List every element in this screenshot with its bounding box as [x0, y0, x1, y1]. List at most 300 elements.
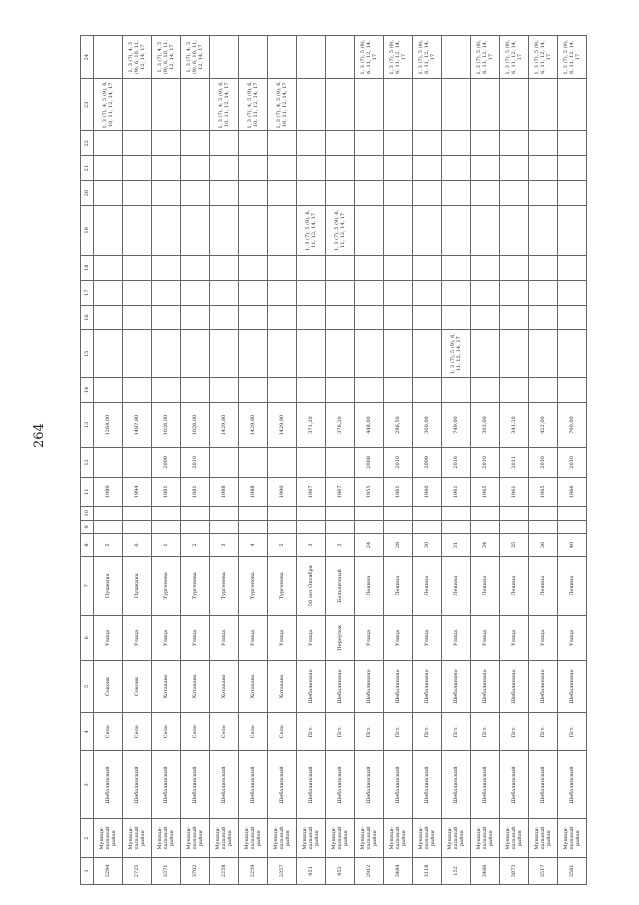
table-cell: Хотахаво: [181, 660, 210, 712]
table-cell: [268, 156, 297, 181]
table-cell: [442, 305, 471, 330]
table-cell: Село: [181, 712, 210, 750]
table-cell: Пушкина: [94, 556, 123, 615]
table-cell: 4: [239, 534, 268, 557]
table-cell: [326, 79, 355, 131]
column-header: 12: [81, 448, 94, 477]
table-cell: [500, 206, 529, 256]
table-cell: Ленина: [471, 556, 500, 615]
table-cell: [355, 79, 384, 131]
table-cell: 700,00: [558, 402, 587, 447]
table-cell: [239, 206, 268, 256]
table-cell: Тургенева: [268, 556, 297, 615]
table-cell: [471, 181, 500, 206]
table-cell: [123, 255, 152, 280]
table-cell: 2010: [384, 448, 413, 477]
table-cell: [123, 79, 152, 131]
table-cell: [210, 378, 239, 403]
table-cell: [210, 330, 239, 378]
table-cell: Больничный: [326, 556, 355, 615]
table-cell: [297, 131, 326, 156]
table-cell: [123, 206, 152, 256]
table-cell: [152, 131, 181, 156]
table-cell: [181, 156, 210, 181]
table-cell: [413, 280, 442, 305]
table-cell: 2259: [239, 857, 268, 884]
table-cell: 1988: [239, 477, 268, 506]
table-cell: [326, 330, 355, 378]
column-header: 24: [81, 36, 94, 79]
table-cell: 1961: [500, 477, 529, 506]
table-cell: Улица: [123, 615, 152, 660]
table-cell: [442, 378, 471, 403]
table-cell: [181, 79, 210, 131]
table-cell: 2010: [529, 448, 558, 477]
table-cell: Муници-пальный район: [239, 819, 268, 857]
table-cell: [384, 378, 413, 403]
table-cell: Село: [94, 712, 123, 750]
table-cell: Хотахаво: [268, 660, 297, 712]
table-cell: [355, 156, 384, 181]
table-cell: [297, 507, 326, 521]
column-header: 13: [81, 402, 94, 447]
table-cell: [152, 507, 181, 521]
table-cell: [239, 378, 268, 403]
table-cell: 1264,00: [94, 402, 123, 447]
table-cell: [123, 156, 152, 181]
table-cell: 1961: [384, 477, 413, 506]
column-header: 16: [81, 305, 94, 330]
table-cell: [152, 181, 181, 206]
table-cell: Улица: [297, 615, 326, 660]
table-cell: 1, 3 (7), 4, 5 (9), 6, 10, 11, 12, 14, 17: [181, 36, 210, 79]
table-cell: Шебалинино: [413, 660, 442, 712]
table-cell: [210, 181, 239, 206]
table-cell: [94, 520, 123, 534]
table-cell: [268, 305, 297, 330]
table-cell: [181, 520, 210, 534]
table-cell: 2725: [123, 857, 152, 884]
table-cell: Шебалинский: [500, 751, 529, 819]
table-cell: 2016: [442, 448, 471, 477]
table-cell: [210, 305, 239, 330]
table-cell: [94, 507, 123, 521]
table-cell: Улица: [355, 615, 384, 660]
table-cell: [326, 156, 355, 181]
table-cell: [413, 520, 442, 534]
table-cell: [326, 280, 355, 305]
table-cell: 2258: [210, 857, 239, 884]
table-cell: [123, 305, 152, 330]
table-cell: 1, 3 (7), 4, 5 (9), 6, 10, 11, 12, 14, 17: [123, 36, 152, 79]
table-row: [471, 36, 500, 885]
table-cell: [558, 131, 587, 156]
column-header: 3: [81, 751, 94, 819]
table-cell: [471, 305, 500, 330]
table-cell: 1955: [355, 477, 384, 506]
table-cell: [210, 507, 239, 521]
table-cell: 2912: [355, 857, 384, 884]
table-cell: [123, 181, 152, 206]
table-cell: Улица: [471, 615, 500, 660]
table-row: [326, 36, 355, 885]
table-row: [239, 36, 268, 885]
table-row: [355, 36, 384, 885]
table-row: [94, 36, 123, 885]
table-cell: [384, 79, 413, 131]
table-cell: 1, 3 (7), 4, 5 (9), 6, 10, 11, 12, 14, 17: [239, 79, 268, 131]
table-cell: Пушкина: [123, 556, 152, 615]
table-cell: [94, 131, 123, 156]
table-cell: [210, 448, 239, 477]
table-cell: [355, 507, 384, 521]
table-cell: Пгт.: [471, 712, 500, 750]
table-cell: [558, 280, 587, 305]
table-cell: Улица: [442, 615, 471, 660]
table-cell: [529, 79, 558, 131]
table-cell: 2011: [500, 448, 529, 477]
table-cell: [326, 181, 355, 206]
table-cell: [384, 156, 413, 181]
table-cell: [500, 131, 529, 156]
table-cell: [355, 280, 384, 305]
table-cell: [123, 448, 152, 477]
page-number: 264: [32, 423, 47, 448]
table-cell: [529, 280, 558, 305]
column-header: 2: [81, 819, 94, 857]
table-cell: 1989: [94, 477, 123, 506]
table-cell: 152: [442, 857, 471, 884]
table-cell: [442, 255, 471, 280]
table-cell: [297, 36, 326, 79]
table-cell: [239, 507, 268, 521]
table-cell: [210, 520, 239, 534]
table-cell: [123, 520, 152, 534]
table-cell: [355, 255, 384, 280]
table-cell: [558, 507, 587, 521]
table-cell: Пгт.: [500, 712, 529, 750]
table-cell: 1, 3 (7), 5 (9), 6, 11, 12, 14, 17: [326, 206, 355, 256]
table-cell: [210, 280, 239, 305]
table-cell: 2: [181, 534, 210, 557]
table-cell: 3702: [181, 857, 210, 884]
table-cell: 36: [529, 534, 558, 557]
table-cell: Шебалинский: [355, 751, 384, 819]
table-cell: [471, 156, 500, 181]
table-cell: Улица: [239, 615, 268, 660]
table-cell: [152, 520, 181, 534]
table-cell: 3118: [413, 857, 442, 884]
table-cell: [471, 330, 500, 378]
table-cell: Шебалинский: [471, 751, 500, 819]
table-cell: [152, 305, 181, 330]
table-cell: Муници-пальный район: [355, 819, 384, 857]
table-cell: Сокояк: [94, 660, 123, 712]
table-cell: [413, 330, 442, 378]
table-cell: [355, 305, 384, 330]
table-cell: 3484: [384, 857, 413, 884]
table-cell: [152, 330, 181, 378]
table-cell: 3486: [471, 857, 500, 884]
column-header: 4: [81, 712, 94, 750]
table-cell: [181, 131, 210, 156]
table-cell: Шебалинский: [442, 751, 471, 819]
table-cell: Шебалинский: [152, 751, 181, 819]
table-cell: [181, 280, 210, 305]
table-cell: 2010: [558, 448, 587, 477]
table-cell: Муници-пальный район: [471, 819, 500, 857]
table-cell: [239, 280, 268, 305]
table-cell: [297, 156, 326, 181]
table-cell: [355, 520, 384, 534]
table-cell: [297, 181, 326, 206]
table-cell: [239, 255, 268, 280]
table-cell: 24: [355, 534, 384, 557]
table-cell: [181, 181, 210, 206]
column-header: 18: [81, 255, 94, 280]
table-cell: 1960: [413, 477, 442, 506]
table-cell: [442, 206, 471, 256]
table-cell: Шебалинино: [500, 660, 529, 712]
table-cell: Муници-пальный район: [413, 819, 442, 857]
table-cell: 3: [326, 534, 355, 557]
table-cell: 1026,00: [152, 402, 181, 447]
table-cell: Шебалинино: [442, 660, 471, 712]
table-cell: [442, 507, 471, 521]
table-cell: [500, 520, 529, 534]
table-row: [413, 36, 442, 885]
table-cell: 1429,80: [239, 402, 268, 447]
table-cell: 50 лет Октября: [297, 556, 326, 615]
column-header: 5: [81, 660, 94, 712]
table-cell: Пгт.: [442, 712, 471, 750]
table-cell: [355, 206, 384, 256]
table-cell: Шебалинино: [558, 660, 587, 712]
table-cell: 1, 3 (7), 5 (9), 6, 11, 12, 14, 17: [558, 36, 587, 79]
table-cell: Муници-пальный район: [94, 819, 123, 857]
table-cell: Тургенева: [239, 556, 268, 615]
table-cell: [181, 305, 210, 330]
column-header: 21: [81, 156, 94, 181]
table-cell: Шебалинский: [94, 751, 123, 819]
table-cell: [210, 255, 239, 280]
table-cell: [471, 507, 500, 521]
table-cell: Пгт.: [413, 712, 442, 750]
table-cell: [123, 507, 152, 521]
column-header: 8: [81, 534, 94, 557]
table-cell: [529, 520, 558, 534]
table-cell: [94, 36, 123, 79]
table-cell: [152, 79, 181, 131]
table-cell: [558, 330, 587, 378]
table-cell: 1981: [152, 477, 181, 506]
table-cell: Ленина: [558, 556, 587, 615]
table-cell: Шебалинино: [355, 660, 384, 712]
table-cell: 34: [471, 534, 500, 557]
table-cell: [471, 280, 500, 305]
table-cell: [152, 206, 181, 256]
table-cell: [268, 378, 297, 403]
table-cell: Улица: [210, 615, 239, 660]
table-cell: [152, 280, 181, 305]
table-cell: [355, 330, 384, 378]
table-row: [210, 36, 239, 885]
table-cell: Ленина: [500, 556, 529, 615]
table-cell: [500, 507, 529, 521]
column-header: 9: [81, 520, 94, 534]
table-cell: [268, 520, 297, 534]
table-cell: 3581: [558, 857, 587, 884]
table-cell: Шебалинино: [297, 660, 326, 712]
table-cell: [529, 330, 558, 378]
table-cell: Хотахаво: [210, 660, 239, 712]
table-cell: 6: [123, 534, 152, 557]
table-cell: [123, 330, 152, 378]
table-cell: [471, 206, 500, 256]
table-cell: [471, 378, 500, 403]
table-cell: [239, 181, 268, 206]
table-cell: [181, 206, 210, 256]
table-cell: 749,00: [442, 402, 471, 447]
table-cell: 448,00: [355, 402, 384, 447]
table-cell: [94, 448, 123, 477]
table-cell: 376,20: [326, 402, 355, 447]
table-cell: Шебалинский: [268, 751, 297, 819]
table-cell: Ленина: [384, 556, 413, 615]
table-cell: [413, 181, 442, 206]
table-cell: [297, 255, 326, 280]
table-cell: Улица: [181, 615, 210, 660]
table-cell: [297, 448, 326, 477]
table-cell: Улица: [94, 615, 123, 660]
table-cell: 1, 3 (7), 5 (9), 6, 11, 12, 14, 17: [384, 36, 413, 79]
table-cell: [558, 79, 587, 131]
table-cell: 3: [210, 534, 239, 557]
table-cell: [529, 305, 558, 330]
table-cell: Ленина: [442, 556, 471, 615]
table-cell: [94, 280, 123, 305]
table-cell: [442, 131, 471, 156]
table-cell: Муници-пальный район: [123, 819, 152, 857]
table-cell: 296,50: [384, 402, 413, 447]
table-cell: 1, 3 (7), 4, 5 (9), 6, 10, 11, 12, 14, 17: [210, 79, 239, 131]
table-cell: Пгт.: [529, 712, 558, 750]
table-cell: 2009: [152, 448, 181, 477]
table-cell: [413, 156, 442, 181]
table-cell: [500, 330, 529, 378]
table-row: [123, 36, 152, 885]
table-cell: 1, 3 (7), 5 (9), 6, 11, 12, 14, 17: [500, 36, 529, 79]
table-cell: 303,00: [471, 402, 500, 447]
table-cell: 3517: [529, 857, 558, 884]
table-cell: 2009: [413, 448, 442, 477]
table-cell: Улица: [558, 615, 587, 660]
table-cell: Муници-пальный район: [442, 819, 471, 857]
table-cell: 5: [94, 534, 123, 557]
table-cell: Улица: [268, 615, 297, 660]
table-cell: Шебалинский: [181, 751, 210, 819]
table-cell: 5: [268, 534, 297, 557]
table-cell: 952: [326, 857, 355, 884]
table-cell: 1965: [529, 477, 558, 506]
table-cell: [210, 131, 239, 156]
table-cell: Шебалинский: [558, 751, 587, 819]
table-cell: 35: [500, 534, 529, 557]
table-cell: Шебалинино: [529, 660, 558, 712]
table-cell: [471, 255, 500, 280]
table-cell: Тургенева: [152, 556, 181, 615]
table-cell: [326, 255, 355, 280]
table-cell: [94, 206, 123, 256]
table-cell: Муници-пальный район: [500, 819, 529, 857]
table-cell: [500, 378, 529, 403]
table-cell: [94, 330, 123, 378]
table-cell: [268, 206, 297, 256]
table-cell: Муници-пальный район: [384, 819, 413, 857]
table-cell: Шебалинский: [123, 751, 152, 819]
table-cell: 1965: [471, 477, 500, 506]
table-cell: [500, 79, 529, 131]
table-cell: Пгт.: [355, 712, 384, 750]
table-cell: 28: [384, 534, 413, 557]
table-cell: [442, 520, 471, 534]
table-cell: [384, 330, 413, 378]
table-cell: [326, 131, 355, 156]
table-cell: [529, 181, 558, 206]
table-body: [94, 36, 587, 885]
table-cell: [442, 79, 471, 131]
column-header: 6: [81, 615, 94, 660]
table-cell: Шебалинский: [210, 751, 239, 819]
table-cell: Шебалинино: [384, 660, 413, 712]
table-cell: [181, 378, 210, 403]
table-cell: Улица: [529, 615, 558, 660]
table-cell: [239, 520, 268, 534]
table-cell: Пгт.: [558, 712, 587, 750]
table-cell: Улица: [500, 615, 529, 660]
table-cell: Шебалинино: [326, 660, 355, 712]
table-cell: 1, 3 (7), 5 (9), 6, 11, 12, 14, 17: [471, 36, 500, 79]
table-cell: [384, 305, 413, 330]
table-cell: [413, 131, 442, 156]
table-cell: 1994: [123, 477, 152, 506]
table-cell: [152, 255, 181, 280]
table-cell: [94, 305, 123, 330]
table-cell: 1, 3 (7), 5 (9), 6, 11, 12, 14, 17: [442, 330, 471, 378]
table-cell: Ленина: [529, 556, 558, 615]
table-cell: [529, 131, 558, 156]
table-row: [529, 36, 558, 885]
table-cell: 1487,80: [123, 402, 152, 447]
table-cell: Муници-пальный район: [181, 819, 210, 857]
table-cell: 1967: [326, 477, 355, 506]
table-cell: [297, 330, 326, 378]
column-header: 23: [81, 79, 94, 131]
column-header: 11: [81, 477, 94, 506]
table-cell: Шебалинский: [297, 751, 326, 819]
table-cell: 951: [297, 857, 326, 884]
table-cell: 3: [297, 534, 326, 557]
table-cell: [326, 448, 355, 477]
table-cell: [558, 181, 587, 206]
table-cell: [326, 507, 355, 521]
table-cell: Пгт.: [297, 712, 326, 750]
table-cell: 3371: [152, 857, 181, 884]
table-cell: 371,20: [297, 402, 326, 447]
table-cell: 2010: [471, 448, 500, 477]
table-cell: [500, 156, 529, 181]
table-cell: [268, 448, 297, 477]
